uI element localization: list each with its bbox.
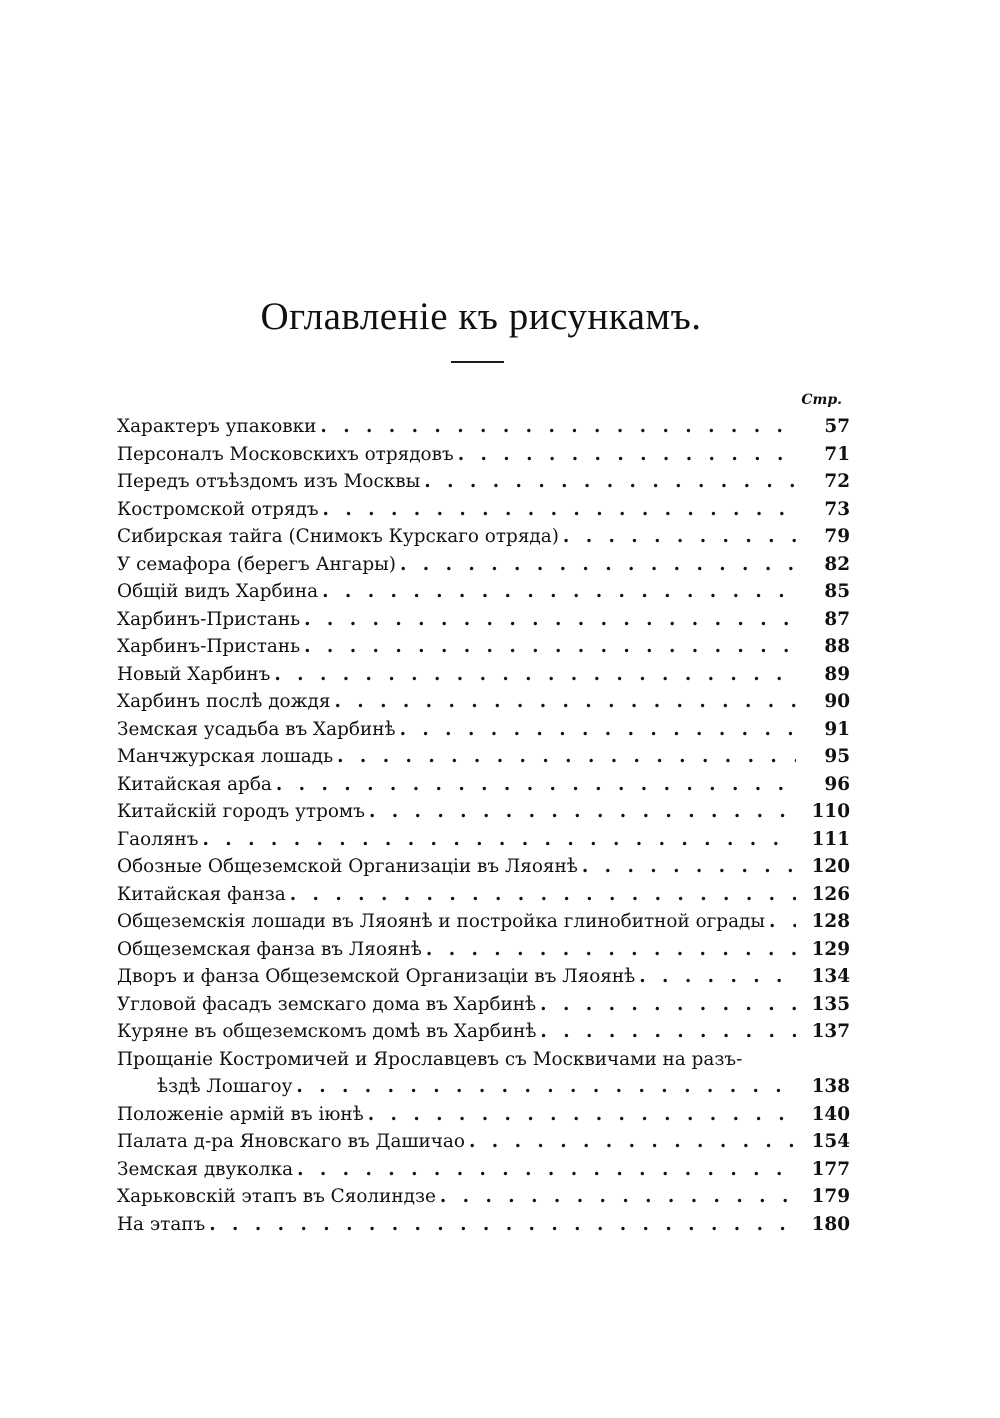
dot-leader bbox=[334, 688, 796, 716]
toc-entry bbox=[117, 826, 850, 854]
toc-entry bbox=[117, 1128, 850, 1156]
dot-leader bbox=[424, 468, 796, 496]
dot-leader bbox=[296, 1073, 796, 1101]
page-title: Оглавленіе къ рисункамъ. bbox=[260, 295, 702, 338]
dot-leader bbox=[304, 606, 796, 634]
toc-entry-caption: Угловой фасадъ земскаго дома въ Харбинѣ bbox=[117, 993, 537, 1015]
dot-leader bbox=[426, 936, 796, 964]
dot-leader bbox=[209, 1211, 796, 1239]
toc-entry-caption: Прощаніе Костромичей и Ярославцевъ съ Москвичами на разъ- bbox=[117, 1048, 743, 1070]
toc-entry-page-number: 96 bbox=[824, 773, 850, 795]
toc-entry bbox=[117, 1101, 850, 1129]
toc-entry-caption: Манчжурская лошадь bbox=[117, 746, 334, 767]
dot-leader bbox=[320, 413, 796, 441]
dot-leader bbox=[540, 1018, 796, 1046]
toc-entry-caption: Положеніе армій въ іюнѣ bbox=[117, 1103, 364, 1125]
toc-entry-caption: Обозные Общеземской Организаціи въ Ляоянѣ bbox=[117, 856, 578, 877]
toc-entry bbox=[117, 468, 850, 496]
toc-entry-caption: Харбинъ послѣ дождя bbox=[117, 691, 331, 712]
dot-leader bbox=[274, 661, 796, 689]
toc-entry bbox=[117, 551, 850, 579]
toc-entry bbox=[117, 1156, 850, 1184]
illustrations-toc bbox=[117, 413, 850, 1238]
toc-entry bbox=[117, 413, 850, 441]
toc-entry-page-number: 85 bbox=[824, 581, 850, 602]
toc-entry bbox=[117, 661, 850, 689]
toc-entry-caption: Костромской отрядъ bbox=[117, 498, 319, 520]
toc-entry-page-number: 154 bbox=[811, 1131, 850, 1152]
dot-leader bbox=[322, 578, 796, 606]
toc-entry-page-number: 88 bbox=[824, 636, 850, 657]
dot-leader bbox=[469, 1128, 796, 1156]
toc-entry bbox=[117, 578, 850, 606]
toc-entry-caption: Китайская фанза bbox=[117, 883, 286, 905]
toc-entry-page-number: 177 bbox=[811, 1158, 850, 1180]
toc-entry-caption: Новый Харбинъ bbox=[117, 663, 271, 685]
toc-entry bbox=[117, 936, 850, 964]
toc-entry-caption: Гаолянъ bbox=[117, 828, 199, 850]
toc-entry-page-number: 110 bbox=[811, 801, 850, 822]
toc-entry-page-number: 90 bbox=[824, 691, 850, 712]
toc-entry-page-number: 82 bbox=[824, 553, 850, 575]
title-rule bbox=[451, 361, 504, 363]
toc-entry-caption: Сибирская тайга (Снимокъ Курскаго отряда) bbox=[117, 526, 559, 547]
toc-entry-page-number: 135 bbox=[811, 993, 850, 1015]
dot-leader bbox=[769, 908, 796, 936]
toc-entry bbox=[117, 1073, 850, 1101]
dot-leader bbox=[297, 1156, 796, 1184]
toc-entry-page-number: 179 bbox=[811, 1186, 850, 1207]
toc-entry-page-number: 95 bbox=[824, 746, 850, 767]
toc-entry-caption: Палата д-ра Яновскаго въ Дашичао bbox=[117, 1131, 465, 1152]
toc-entry-page-number: 71 bbox=[824, 443, 850, 465]
toc-entry bbox=[117, 991, 850, 1019]
dot-leader bbox=[440, 1183, 796, 1211]
dot-leader bbox=[304, 633, 796, 661]
toc-entry bbox=[117, 743, 850, 771]
toc-entry bbox=[117, 1183, 850, 1211]
toc-entry bbox=[117, 1018, 850, 1046]
toc-entry-caption: Общеземскія лошади въ Ляоянѣ и постройка глинобитной ограды bbox=[117, 911, 765, 932]
dot-leader bbox=[582, 853, 796, 881]
toc-entry bbox=[117, 908, 850, 936]
toc-entry bbox=[117, 688, 850, 716]
dot-leader bbox=[369, 798, 796, 826]
toc-entry-page-number: 180 bbox=[811, 1213, 850, 1235]
toc-entry-page-number: 111 bbox=[811, 828, 850, 850]
toc-entry-page-number: 87 bbox=[824, 608, 850, 630]
toc-entry bbox=[117, 523, 850, 551]
toc-entry-caption: Характеръ упаковки bbox=[117, 416, 317, 437]
dot-leader bbox=[290, 881, 796, 909]
toc-entry-caption: Общій видъ Харбина bbox=[117, 581, 319, 602]
dot-leader bbox=[458, 441, 796, 469]
toc-entry-page-number: 57 bbox=[824, 416, 850, 437]
dot-leader bbox=[400, 551, 796, 579]
dot-leader bbox=[400, 716, 796, 744]
toc-entry bbox=[117, 1211, 850, 1239]
toc-entry bbox=[117, 963, 850, 991]
toc-entry-page-number: 79 bbox=[824, 526, 850, 547]
toc-entry bbox=[117, 881, 850, 909]
toc-entry-caption: Передъ отъѣздомъ изъ Москвы bbox=[117, 471, 421, 492]
dot-leader bbox=[368, 1101, 796, 1129]
toc-entry bbox=[117, 798, 850, 826]
toc-entry-caption: Общеземская фанза въ Ляоянѣ bbox=[117, 938, 422, 960]
toc-entry-caption: ѣздѣ Лошагоу bbox=[157, 1076, 293, 1097]
toc-entry-page-number: 126 bbox=[811, 883, 850, 905]
toc-entry-page-number: 89 bbox=[824, 663, 850, 685]
page-column-header: Стр. bbox=[801, 392, 842, 408]
toc-entry-caption: У семафора (берегъ Ангары) bbox=[117, 553, 396, 575]
dot-leader bbox=[337, 743, 796, 771]
toc-entry bbox=[117, 716, 850, 744]
toc-entry-page-number: 129 bbox=[811, 938, 850, 960]
toc-entry-caption: На этапъ bbox=[117, 1213, 206, 1235]
toc-entry bbox=[117, 633, 850, 661]
dot-leader bbox=[202, 826, 796, 854]
toc-entry-caption: Земская усадьба въ Харбинѣ bbox=[117, 718, 396, 740]
dot-leader bbox=[563, 523, 796, 551]
toc-entry-caption: Харбинъ-Пристань bbox=[117, 636, 301, 657]
toc-entry-caption: Китайскій городъ утромъ bbox=[117, 801, 365, 822]
toc-entry-page-number: 140 bbox=[811, 1103, 850, 1125]
toc-entry bbox=[117, 441, 850, 469]
toc-entry-caption: Земская двуколка bbox=[117, 1158, 294, 1180]
toc-entry bbox=[117, 606, 850, 634]
toc-entry bbox=[117, 771, 850, 799]
toc-entry-caption: Дворъ и фанза Общеземской Организаціи въ Ляоянѣ bbox=[117, 966, 636, 987]
toc-entry-page-number: 134 bbox=[811, 966, 850, 987]
dot-leader bbox=[540, 991, 796, 1019]
toc-entry-caption: Персоналъ Московскихъ отрядовъ bbox=[117, 443, 454, 465]
toc-entry bbox=[117, 1046, 850, 1074]
toc-entry-page-number: 137 bbox=[811, 1021, 850, 1042]
toc-entry-caption: Харбинъ-Пристань bbox=[117, 608, 301, 630]
toc-entry-page-number: 128 bbox=[811, 911, 850, 932]
dot-leader bbox=[323, 496, 796, 524]
dot-leader bbox=[639, 963, 796, 991]
toc-entry-caption: Харьковскій этапъ въ Сяолиндзе bbox=[117, 1186, 436, 1207]
toc-entry-caption: Китайская арба bbox=[117, 773, 272, 795]
toc-entry-page-number: 91 bbox=[824, 718, 850, 740]
toc-entry-page-number: 120 bbox=[811, 856, 850, 877]
toc-entry bbox=[117, 496, 850, 524]
toc-entry-page-number: 138 bbox=[811, 1076, 850, 1097]
toc-entry-page-number: 72 bbox=[824, 471, 850, 492]
toc-entry bbox=[117, 853, 850, 881]
toc-entry-page-number: 73 bbox=[824, 498, 850, 520]
toc-entry-caption: Куряне въ общеземскомъ домѣ въ Харбинѣ bbox=[117, 1021, 537, 1042]
dot-leader bbox=[276, 771, 796, 799]
